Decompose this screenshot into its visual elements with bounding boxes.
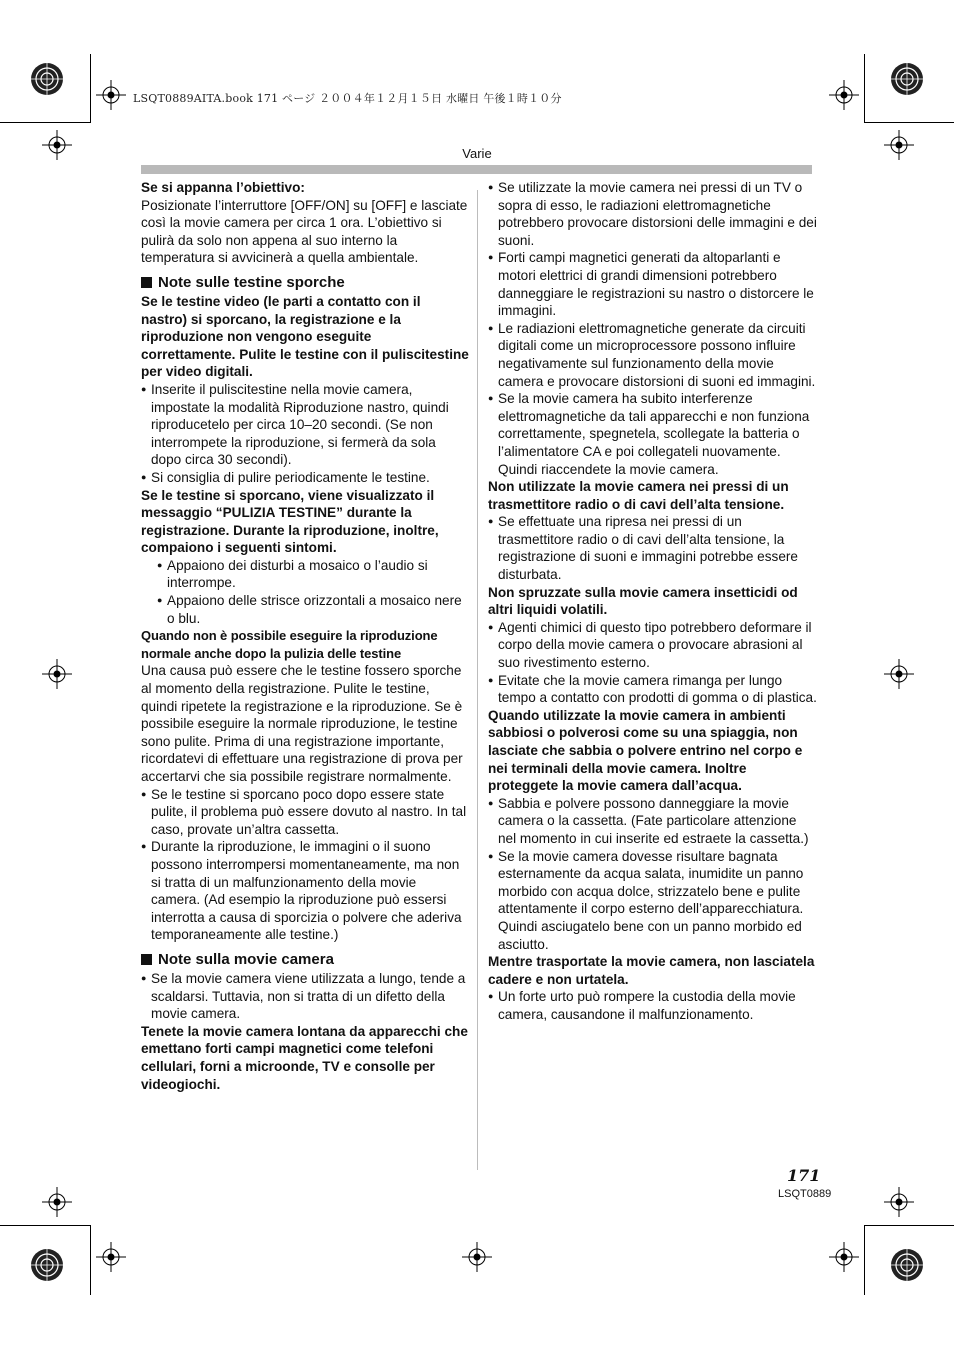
list-item: ● Appaiono dei disturbi a mosaico o l’audio si interrompe. xyxy=(157,557,469,592)
document-code: LSQT0889 xyxy=(778,1188,832,1200)
registration-rosette-icon xyxy=(30,62,64,96)
list-item: ● Se la movie camera viene utilizzata a lungo, tende a scaldarsi. Tuttavia, non si tratta di un difetto della movie camera. xyxy=(141,970,469,1023)
radio-transmitter-warning: Non utilizzate la movie camera nei pressi di un trasmettitore radio o di cavi dell’alta tensione. xyxy=(488,479,789,512)
crosshair-mark-icon xyxy=(462,1242,492,1272)
crosshair-mark-icon xyxy=(42,659,72,689)
header-rule xyxy=(141,165,812,174)
list-item: ● Forti campi magnetici generati da altoparlanti e motori elettrici di grandi dimensioni potrebbero danneggiare le registrazioni su nastro o distorcere le immagini. xyxy=(488,249,818,319)
crosshair-mark-icon xyxy=(42,130,72,160)
list-item: ● Durante la riproduzione, le immagini o il suono possono interrompersi momentaneamente, ma non si tratta di un malfunzionamento della movie camera. (Ad esempio la riproduzione può essersi interrotta a causa di sporcizia o polvere che aderiva temporaneamente alle testine.) xyxy=(141,838,469,944)
heading-dirty-heads: Note sulle testine sporche xyxy=(141,273,469,293)
crop-line xyxy=(0,1225,91,1226)
fog-lens-title: Se si appanna l’obiettivo: xyxy=(141,180,305,195)
registration-rosette-icon xyxy=(890,1248,924,1282)
crosshair-mark-icon xyxy=(884,1187,914,1217)
registration-rosette-icon xyxy=(30,1248,64,1282)
list-item: ● Si consiglia di pulire periodicamente le testine. xyxy=(141,469,469,487)
list-item: ● Le radiazioni elettromagnetiche generate da circuiti digitali come un microprocessore possono influire negativamente sul funzionamento della movie camera e provocare distorsioni di suoni ed immagini. xyxy=(488,320,818,390)
list-item: ● Sabbia e polvere possono danneggiare la movie camera o la cassetta. (Fate particolare attenzione nel momento in cui inserite ed estraete la cassetta.) xyxy=(488,795,818,848)
square-bullet-icon xyxy=(141,277,152,288)
crosshair-mark-icon xyxy=(829,80,859,110)
list-item: ● Inserite il puliscitestine nella movie camera, impostate la modalità Riproduzione nastro, quindi riproducetelo per circa 10–20 secondi. (Se non interrompete la riproduzione, si fermerà da sola dopo circa 30 secondi). xyxy=(141,381,469,469)
playback-notes-list xyxy=(141,786,469,944)
camera-notes-list xyxy=(141,970,469,1023)
list-item: ● Se la movie camera ha subito interferenze elettromagnetiche da tali apparecchi e non funziona correttamente, spegnetela, scollegate la batteria o l’alimentatore CA e poi collegateli nuovamente. Quindi riaccendete la movie camera. xyxy=(488,390,818,478)
list-item: ● Se effettuate una ripresa nei pressi di un trasmettitore radio o di cavi dell’alta tensione, la registrazione di suoni e immagini potrebbe essere disturbata. xyxy=(488,513,818,583)
list-item: ● Appaiono delle strisce orizzontali a mosaico nere o blu. xyxy=(157,592,469,627)
crosshair-mark-icon xyxy=(96,80,126,110)
right-column xyxy=(488,179,818,1024)
left-column xyxy=(141,179,469,1093)
crop-line xyxy=(864,122,954,123)
crop-line xyxy=(864,54,865,122)
transport-warning: Mentre trasportate la movie camera, non lasciatela cadere e non urtatela. xyxy=(488,954,815,987)
playback-issue-title: Quando non è possibile eseguire la riproduzione normale anche dopo la pulizia delle testine xyxy=(141,628,438,661)
chemicals-list xyxy=(488,619,818,707)
column-divider xyxy=(477,190,478,1170)
sand-list xyxy=(488,795,818,953)
transport-list xyxy=(488,988,818,1023)
page-number: 171 xyxy=(787,1166,821,1185)
crosshair-mark-icon xyxy=(829,1242,859,1272)
square-bullet-icon xyxy=(141,954,152,965)
list-item: ● Agenti chimici di questo tipo potrebbero deformare il corpo della movie camera o provocare abrasioni al suo rivestimento esterno. xyxy=(488,619,818,672)
list-item: ● Evitate che la movie camera rimanga per lungo tempo a contatto con prodotti di gomma o di plastica. xyxy=(488,672,818,707)
print-info-line: LSQT0889AITA.book 171 ページ ２００４年１２月１５日 水曜日 午後１時１０分 xyxy=(133,92,562,105)
dirty-heads-message-text: Se le testine si sporcano, viene visualizzato il messaggio “PULIZIA TESTINE” durante la registrazione. Durante la riproduzione, inoltre, compaiono i seguenti sintomi. xyxy=(141,487,439,556)
radio-list xyxy=(488,513,818,583)
insecticide-warning: Non spruzzate sulla movie camera insetticidi od altri liquidi volatili. xyxy=(488,584,798,618)
magnetic-field-warning: Tenete la movie camera lontana da apparecchi che emettano forti campi magnetici come telefoni cellulari, forni a microonde, TV e consolle per videogiochi. xyxy=(141,1023,468,1092)
magnetic-list xyxy=(488,179,818,478)
crosshair-mark-icon xyxy=(96,1242,126,1272)
sand-dust-warning: Quando utilizzate la movie camera in ambienti sabbiosi o polverosi come su una spiaggia, non lasciate che sabbia o polvere entrino nel corpo e nei terminali della movie camera. Inoltre proteggete la movie camera dall’acqua. xyxy=(488,707,803,794)
crop-line xyxy=(0,122,91,123)
cleaning-list xyxy=(141,381,469,487)
section-title: Varie xyxy=(462,146,492,161)
crosshair-mark-icon xyxy=(42,1187,72,1217)
crop-line xyxy=(90,1225,91,1295)
symptoms-list xyxy=(141,557,469,627)
crop-line xyxy=(864,1225,954,1226)
registration-rosette-icon xyxy=(890,62,924,96)
dirty-heads-bold-intro: Se le testine video (le parti a contatto con il nastro) si sporcano, la registrazione e la riproduzione non vengono eseguite correttamente. Pulite le testine con il puliscitestine per video digitali. xyxy=(141,293,469,380)
playback-issue-text: Una causa può essere che le testine fossero sporche al momento della registrazione. Pulite le testine, quindi ripetete la registrazione e la riproduzione. Se è possibile eseguire la normale riproduzione, le testine sono pulite. Prima di una registrazione importante, ricordatevi di effettuare una registrazione di prova per accertarvi che sia possibile registrare normalmente. xyxy=(141,663,463,784)
crop-line xyxy=(864,1225,865,1295)
list-item: ● Se utilizzate la movie camera nei pressi di un TV o sopra di esso, le radiazioni elettromagnetiche potrebbero provocare distorsioni delle immagini e dei suoni. xyxy=(488,179,818,249)
list-item: ● Se la movie camera dovesse risultare bagnata esternamente da acqua salata, inumidite un panno morbido con acqua dolce, strizzatelo bene e pulite attentamente il corpo esterno dell’apparecchiatura. Quindi asciugatelo bene con un panno morbido ed asciutto. xyxy=(488,848,818,954)
list-item: ● Se le testine si sporcano poco dopo essere state pulite, il problema può essere dovuto al nastro. In tal caso, provate un’altra cassetta. xyxy=(141,786,469,839)
crosshair-mark-icon xyxy=(884,659,914,689)
crop-line xyxy=(90,54,91,122)
crosshair-mark-icon xyxy=(884,130,914,160)
heading-camera-notes: Note sulla movie camera xyxy=(141,950,469,970)
list-item: ● Un forte urto può rompere la custodia della movie camera, causandone il malfunzionamento. xyxy=(488,988,818,1023)
fog-lens-text: Posizionate l’interruttore [OFF/ON] su [OFF] e lasciate così la movie camera per circa 1 ora. L’obiettivo si pulirà da solo non appena al suo interno la temperatura si avvicinerà a quella ambientale. xyxy=(141,197,468,266)
